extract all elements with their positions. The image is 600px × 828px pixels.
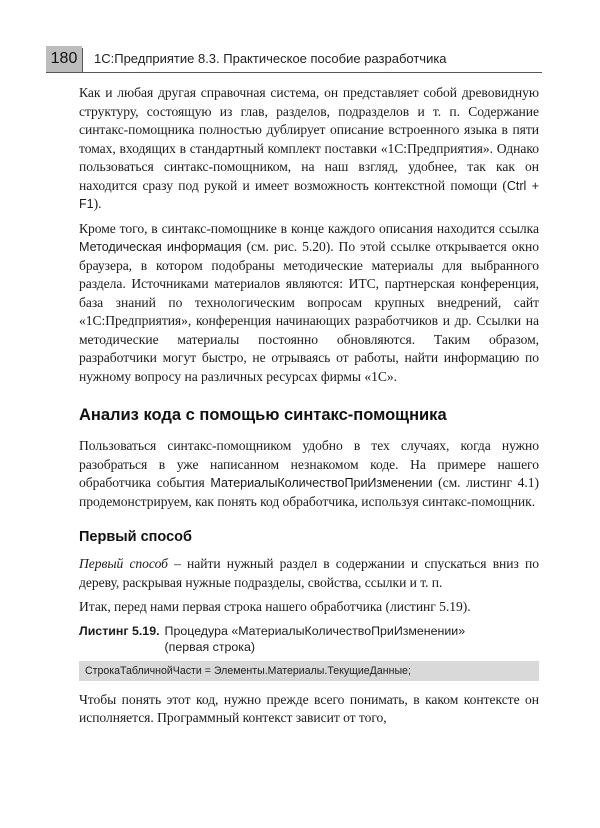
page-header [46, 46, 542, 73]
paragraph-methodical-rest: (см. рис. 5.20). По этой ссылке открывается окно браузера, в котором подобраны методические материалы для выбранного раздела. Источниками материалов являются: ИТС, партнерская конференция, база знаний по технологическим вопросам крупных внедрений, сайт «1С:Предприятия», конференция начинающих разработчиков и др. Ссылки на методические материалы постоянно обновляются. Таким образом, разработчики могут быстро, не отрываясь от работы, найти информацию по нужному вопросу на различных ресурсах фирмы «1С». [79, 239, 539, 384]
paragraph-code-analysis [79, 437, 539, 511]
paragraph-intro-text: Как и любая другая справочная система, он представляет собой древовидную структуру, состоящую из глав, разделов, подразделов и т. п. Содержание синтакс-помощника полностью дублирует описание встроенного языка в пяти томах, входящих в стандартный комплект поставки «1С:Предприятия». Однако пользоваться синтакс-помощником, на наш взгляд, удобнее, так как он находится сразу под рукой и имеет возможность контекстной помощи ( [79, 85, 539, 193]
paragraph-code-analysis-rest: (см. листинг 4.1) продемонстрируем, как понять код обработчика, используя синтакс-помощник. [79, 475, 539, 509]
listing-title-line2: (первая строка) [164, 639, 256, 654]
methodical-info-term: Методическая информация [79, 240, 242, 254]
section-heading: Анализ кода с помощью синтакс-помощника [79, 406, 447, 424]
paragraph-listing-intro: Итак, перед нами первая строка нашего обработчика (листинг 5.19). [79, 599, 471, 614]
paragraph-first-method-rest: – найти нужный раздел в содержании и спускаться вниз по дереву, раскрывая нужные подразделы, свойства, ссылки и т. п. [79, 556, 539, 590]
code-block: СтрокаТабличнойЧасти = Элементы.Материалы.ТекущиеДанные; [79, 661, 539, 681]
page-number: 180 [46, 46, 82, 72]
paragraph-intro [79, 84, 539, 214]
running-title: 1С:Предприятие 8.3. Практическое пособие разработчика [94, 51, 447, 66]
first-method-term: Первый способ [79, 556, 168, 571]
header-divider [82, 48, 83, 72]
listing-label: Листинг 5.19. [79, 623, 160, 638]
hotkey: Ctrl + F1 [79, 178, 539, 211]
listing-caption [79, 623, 539, 655]
paragraph-code-analysis-start: Пользоваться синтакс-помощником удобно в тех случаях, когда нужно разобраться в уже написанном незнакомом коде. На примере нашего обработчика события [79, 438, 539, 490]
paragraph-first-method [79, 555, 539, 592]
subsection-heading: Первый способ [79, 529, 192, 545]
page-body [79, 84, 539, 734]
paragraph-methodical-info [79, 220, 539, 387]
event-name: МатериалыКоличествоПриИзменении [210, 476, 433, 490]
listing-title [165, 623, 466, 655]
paragraph-intro-end: ). [93, 196, 102, 211]
paragraph-context: Чтобы понять этот код, нужно прежде всего понимать, в каком контексте он исполняется. Программный контекст зависит от того, [79, 691, 539, 725]
listing-title-line1: Процедура «МатериалыКоличествоПриИзменении» [164, 623, 466, 638]
paragraph-methodical-start: Кроме того, в синтакс-помощнике в конце каждого описания находится ссылка [79, 220, 539, 236]
